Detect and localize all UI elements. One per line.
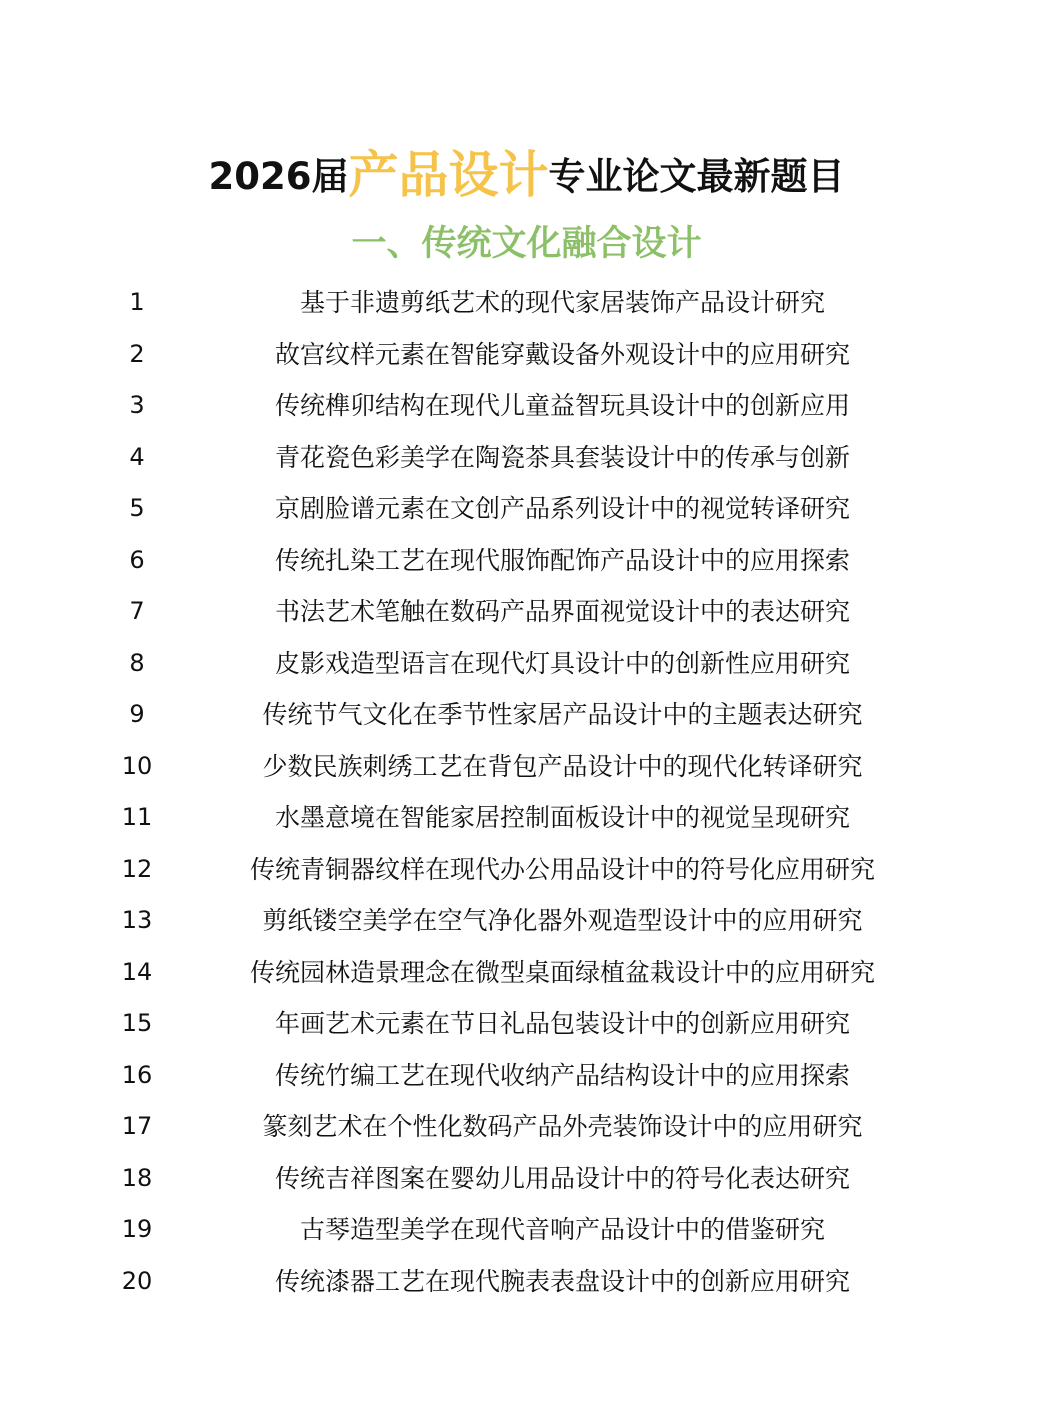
list-item (0, 844, 1053, 896)
list-item (0, 329, 1053, 381)
item-number: 6 (129, 545, 145, 574)
list-item (0, 432, 1053, 484)
list-item (0, 483, 1053, 535)
item-number: 16 (121, 1060, 153, 1089)
item-title: 传统漆器工艺在现代腕表表盘设计中的创新应用研究 (274, 1266, 850, 1296)
item-title: 剪纸镂空美学在空气净化器外观造型设计中的应用研究 (262, 906, 863, 935)
item-title: 京剧脸谱元素在文创产品系列设计中的视觉转译研究 (274, 494, 850, 523)
item-title: 少数民族刺绣工艺在背包产品设计中的现代化转译研究 (262, 751, 863, 781)
item-number: 8 (129, 648, 145, 677)
item-number: 3 (129, 391, 145, 419)
title-highlight: 产品设计 (348, 146, 549, 204)
list-item (0, 1204, 1053, 1256)
list-item (0, 689, 1053, 741)
list-item (0, 638, 1053, 690)
item-number: 2 (129, 339, 145, 368)
item-title: 传统吉祥图案在婴幼儿用品设计中的符号化表达研究 (274, 1163, 850, 1193)
list-item (0, 1256, 1053, 1308)
item-title: 书法艺术笔触在数码产品界面视觉设计中的表达研究 (274, 597, 850, 626)
list-item (0, 1101, 1053, 1153)
title-suffix: 专业论文最新题目 (548, 155, 845, 198)
item-title: 水墨意境在智能家居控制面板设计中的视觉呈现研究 (274, 803, 850, 832)
item-number: 12 (121, 854, 153, 883)
topic-list (0, 277, 1053, 1307)
item-number: 15 (121, 1009, 153, 1037)
list-item (0, 947, 1053, 999)
item-title: 篆刻艺术在个性化数码产品外壳装饰设计中的应用研究 (262, 1112, 863, 1141)
item-title: 传统园林造景理念在微型桌面绿植盆栽设计中的应用研究 (249, 957, 875, 987)
list-item (0, 1050, 1053, 1102)
item-title: 年画艺术元素在节日礼品包装设计中的创新应用研究 (274, 1009, 850, 1038)
item-number: 17 (121, 1112, 153, 1140)
item-title: 基于非遗剪纸艺术的现代家居装饰产品设计研究 (299, 288, 825, 317)
list-item (0, 998, 1053, 1050)
item-title: 古琴造型美学在现代音响产品设计中的借鉴研究 (299, 1215, 825, 1244)
item-title: 传统节气文化在季节性家居产品设计中的主题表达研究 (262, 700, 863, 729)
item-number: 4 (129, 442, 145, 471)
item-number: 11 (121, 803, 153, 831)
item-title: 传统榫卯结构在现代儿童益智玩具设计中的创新应用 (274, 391, 850, 420)
list-item (0, 277, 1053, 329)
list-item (0, 586, 1053, 638)
item-title: 故宫纹样元素在智能穿戴设备外观设计中的应用研究 (274, 339, 850, 369)
page-title (0, 140, 1053, 212)
item-number: 19 (121, 1215, 153, 1243)
list-item (0, 792, 1053, 844)
title-prefix: 2026届 (208, 155, 349, 198)
item-number: 20 (121, 1266, 153, 1295)
item-number: 1 (129, 288, 145, 316)
item-title: 传统青铜器纹样在现代办公用品设计中的符号化应用研究 (249, 854, 875, 884)
item-number: 13 (121, 906, 153, 934)
item-number: 18 (121, 1163, 153, 1192)
list-item (0, 380, 1053, 432)
list-item (0, 741, 1053, 793)
item-title: 传统扎染工艺在现代服饰配饰产品设计中的应用探索 (274, 545, 850, 575)
list-item (0, 535, 1053, 587)
list-item (0, 895, 1053, 947)
section-title: 一、传统文化融合设计 (351, 224, 702, 264)
item-number: 10 (121, 751, 153, 780)
list-item (0, 1153, 1053, 1205)
item-title: 皮影戏造型语言在现代灯具设计中的创新性应用研究 (274, 648, 850, 678)
item-number: 14 (121, 957, 153, 986)
item-number: 9 (129, 700, 145, 728)
item-title: 传统竹编工艺在现代收纳产品结构设计中的应用探索 (274, 1060, 850, 1090)
item-number: 5 (129, 494, 145, 522)
item-number: 7 (129, 597, 145, 625)
item-title: 青花瓷色彩美学在陶瓷茶具套装设计中的传承与创新 (274, 442, 850, 472)
